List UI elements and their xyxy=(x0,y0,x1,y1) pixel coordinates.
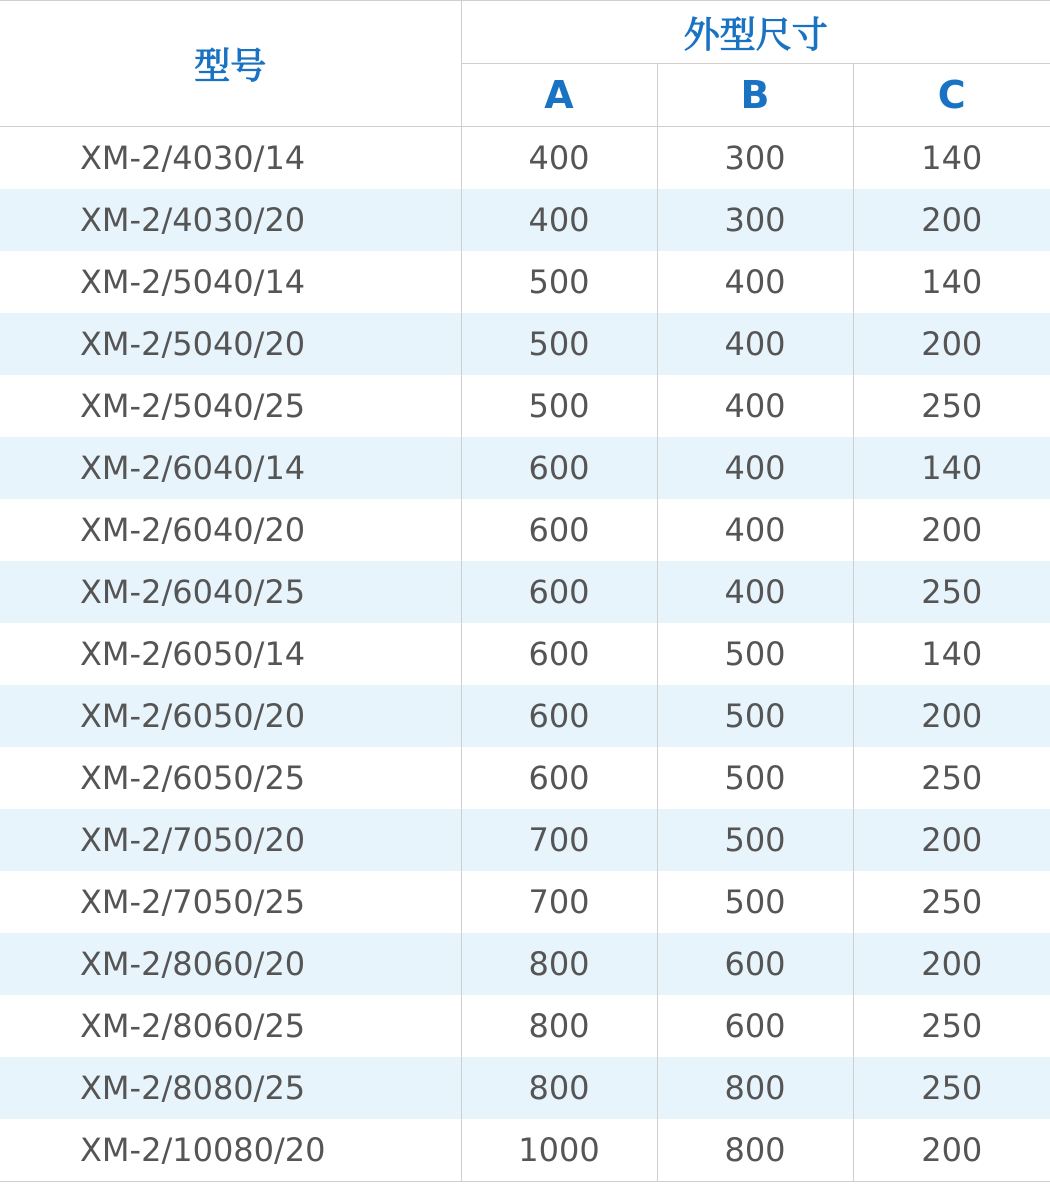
model-cell: XM-2/5040/25 xyxy=(0,375,461,437)
dimension-c-cell: 250 xyxy=(921,883,983,921)
dimension-c-cell: 200 xyxy=(853,313,1050,375)
model-cell: XM-2/6040/20 xyxy=(0,499,461,561)
model-cell: XM-2/6040/25 xyxy=(0,561,461,623)
dimension-c-cell: 250 xyxy=(921,387,983,425)
model-cell: XM-2/4030/14 xyxy=(0,127,461,190)
model-cell: XM-2/6050/14 xyxy=(0,623,461,685)
dimension-b-cell: 400 xyxy=(657,499,853,561)
dimension-c-cell: 250 xyxy=(853,561,1050,623)
table-row xyxy=(0,747,1050,809)
dimension-b-cell: 300 xyxy=(657,189,853,251)
model-cell: XM-2/6050/25 xyxy=(0,747,461,809)
dimension-c-cell: 200 xyxy=(853,809,1050,871)
dimension-a-cell: 500 xyxy=(461,313,657,375)
model-cell: XM-2/7050/20 xyxy=(0,809,461,871)
dimension-a-cell: 400 xyxy=(461,189,657,251)
model-column-header: 型号 xyxy=(0,1,461,127)
table-row xyxy=(0,995,1050,1057)
model-cell: XM-2/4030/20 xyxy=(0,189,461,251)
dimension-b-cell: 800 xyxy=(657,1057,853,1119)
table-row xyxy=(0,1119,1050,1182)
dimension-b-cell: 400 xyxy=(657,251,853,313)
dimension-b-cell: 300 xyxy=(657,127,853,190)
model-cell: XM-2/8060/25 xyxy=(0,995,461,1057)
model-cell: XM-2/10080/20 xyxy=(0,1119,461,1182)
model-cell: XM-2/5040/20 xyxy=(0,313,461,375)
dimension-b-cell: 500 xyxy=(657,871,853,933)
dimension-c-cell: 250 xyxy=(921,759,983,797)
table-row xyxy=(0,871,1050,933)
dimension-c-cell: 250 xyxy=(853,1057,1050,1119)
dimension-a-cell: 800 xyxy=(461,1057,657,1119)
model-cell: XM-2/8060/20 xyxy=(0,933,461,995)
dimension-b-cell: 500 xyxy=(657,623,853,685)
dimension-c-cell: 140 xyxy=(853,437,1050,499)
dimension-c-cell: 200 xyxy=(853,189,1050,251)
column-a-header: A xyxy=(461,64,657,127)
dimension-a-cell: 600 xyxy=(461,561,657,623)
dimension-c-cell: 200 xyxy=(853,933,1050,995)
table-header xyxy=(0,1,1050,127)
model-cell: XM-2/5040/14 xyxy=(0,251,461,313)
dimension-b-cell: 500 xyxy=(657,747,853,809)
table-row xyxy=(0,127,1050,190)
table-row xyxy=(0,375,1050,437)
dimension-b-cell: 400 xyxy=(657,375,853,437)
dimension-c-cell: 200 xyxy=(853,1119,1050,1182)
dimension-a-cell: 600 xyxy=(461,623,657,685)
table-row xyxy=(0,809,1050,871)
dimensions-group-header: 外型尺寸 xyxy=(461,1,1050,64)
table-row xyxy=(0,1057,1050,1119)
dimension-b-cell: 600 xyxy=(657,995,853,1057)
dimension-b-cell: 500 xyxy=(657,685,853,747)
dimension-c-cell: 200 xyxy=(921,511,983,549)
dimension-c-cell: 200 xyxy=(853,685,1050,747)
table-row xyxy=(0,437,1050,499)
dimension-a-cell: 1000 xyxy=(461,1119,657,1182)
dimension-c-cell: 140 xyxy=(921,139,983,177)
column-b-header: B xyxy=(657,64,853,127)
dimension-a-cell: 800 xyxy=(461,995,657,1057)
table-row xyxy=(0,499,1050,561)
table-row xyxy=(0,933,1050,995)
dimension-a-cell: 600 xyxy=(461,747,657,809)
table-row xyxy=(0,561,1050,623)
dimension-b-cell: 400 xyxy=(657,437,853,499)
dimension-a-cell: 400 xyxy=(461,127,657,190)
dimension-a-cell: 600 xyxy=(461,685,657,747)
dimension-a-cell: 500 xyxy=(461,375,657,437)
table-row xyxy=(0,623,1050,685)
dimension-a-cell: 600 xyxy=(461,437,657,499)
dimension-c-cell: 140 xyxy=(921,263,983,301)
table-row xyxy=(0,313,1050,375)
dimension-a-cell: 600 xyxy=(461,499,657,561)
model-cell: XM-2/6050/20 xyxy=(0,685,461,747)
table-row xyxy=(0,251,1050,313)
model-cell: XM-2/6040/14 xyxy=(0,437,461,499)
dimension-b-cell: 400 xyxy=(657,313,853,375)
dimension-a-cell: 700 xyxy=(461,809,657,871)
dimension-b-cell: 800 xyxy=(657,1119,853,1182)
dimension-b-cell: 400 xyxy=(657,561,853,623)
dimension-a-cell: 700 xyxy=(461,871,657,933)
dimension-c-cell: 140 xyxy=(921,635,983,673)
dimension-b-cell: 500 xyxy=(657,809,853,871)
column-c-header: C xyxy=(853,64,1050,127)
model-cell: XM-2/8080/25 xyxy=(0,1057,461,1119)
table-body xyxy=(0,127,1050,1182)
dimension-a-cell: 500 xyxy=(461,251,657,313)
table-row xyxy=(0,189,1050,251)
dimension-a-cell: 800 xyxy=(461,933,657,995)
dimension-c-cell: 250 xyxy=(921,1007,983,1045)
dimension-b-cell: 600 xyxy=(657,933,853,995)
model-cell: XM-2/7050/25 xyxy=(0,871,461,933)
table-row xyxy=(0,685,1050,747)
